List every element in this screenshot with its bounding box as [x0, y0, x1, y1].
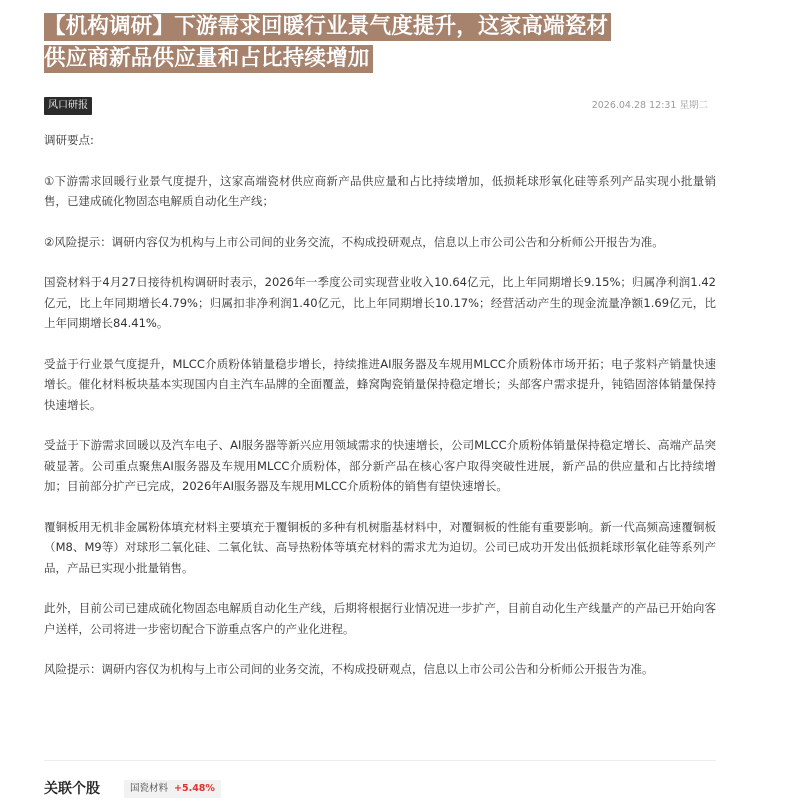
related-stocks	[44, 778, 221, 800]
article-title-line-1: 【机构调研】下游需求回暖行业景气度提升，这家高端瓷材	[44, 13, 611, 41]
paragraph-point-1: ①下游需求回暖行业景气度提升，这家高端瓷材供应商新产品供应量和占比持续增加，低损耗球形氧化硅等系列产品实现小批量销售，已建成硫化物固态电解质自动化生产线；	[44, 173, 716, 208]
paragraph-solid-electrolyte: 此外，目前公司已建成硫化物固态电解质自动化生产线，后期将根据行业情况进一步扩产，目前自动化生产线量产的产品已开始向客户送样，公司将进一步密切配合下游重点客户的产业化进程。	[44, 601, 716, 636]
section-divider	[44, 760, 716, 761]
stock-change: +5.48%	[174, 783, 215, 794]
paragraph-key-points-heading: 调研要点:	[44, 133, 94, 147]
article	[44, 0, 716, 700]
source-tag[interactable]: 风口研报	[44, 97, 92, 115]
paragraph-ccl: 覆铜板用无机非金属粉体填充材料主要填充于覆铜板的多种有机树脂基材料中，对覆铜板的性能有重要影响。新一代高频高速覆铜板（M8、M9等）对球形二氧化硅、二氧化钛、高导热粉体等填充材料的需求尤为迫切。公司已成功开发出低损耗球形氧化硅等系列产品，产品已实现小批量销售。	[44, 519, 716, 575]
article-meta	[44, 97, 716, 119]
paragraph-point-2: ②风险提示：调研内容仅为机构与上市公司间的业务交流，不构成投研观点，信息以上市公司公告和分析师公开报告为准。	[44, 234, 664, 249]
related-stocks-heading: 关联个股	[44, 781, 100, 797]
publish-datetime: 2026.04.28 12:31 星期二	[591, 100, 708, 111]
paragraph-risk: 风险提示：调研内容仅为机构与上市公司间的业务交流，不构成投研观点，信息以上市公司公告和分析师公开报告为准。	[44, 662, 654, 676]
stock-chip[interactable]	[124, 780, 221, 798]
stock-name: 国瓷材料	[130, 783, 169, 794]
paragraph-mlcc: 受益于下游需求回暖以及汽车电子、AI服务器等新兴应用领域需求的快速增长，公司MLCC介质粉体销量保持稳定增长、高端产品突破显著。公司重点聚焦AI服务器及车规用MLCC介质粉体，部分新产品在核心客户取得突破性进展，新产品的供应量和占比持续增加；目前部分扩产已完成，2026年AI服务器及车规用MLCC介质粉体的销售有望快速增长。	[44, 438, 716, 493]
article-title	[44, 11, 716, 75]
article-title-line-2: 供应商新品供应量和占比持续增加	[44, 45, 373, 73]
article-body	[44, 130, 716, 680]
paragraph-industry: 受益于行业景气度提升，MLCC介质粉体销量稳步增长，持续推进AI服务器及车规用MLCC介质粉体市场开拓；电子浆料产销量快速增长。催化材料板块基本实现国内自主汽车品牌的全面覆盖，蜂窝陶瓷销量保持稳定增长；头部客户需求提升，钝锆固溶体销量保持快速增长。	[44, 356, 716, 412]
paragraph-financials: 国瓷材料于4月27日接待机构调研时表示，2026年一季度公司实现营业收入10.64亿元，比上年同期增长9.15%；归属净利润1.42亿元，比上年同期增长4.79%；归属扣非净利润1.40亿元，比上年同期增长10.17%；经营活动产生的现金流量净额1.69亿元，比上年同期增长84.41%。	[44, 275, 716, 330]
